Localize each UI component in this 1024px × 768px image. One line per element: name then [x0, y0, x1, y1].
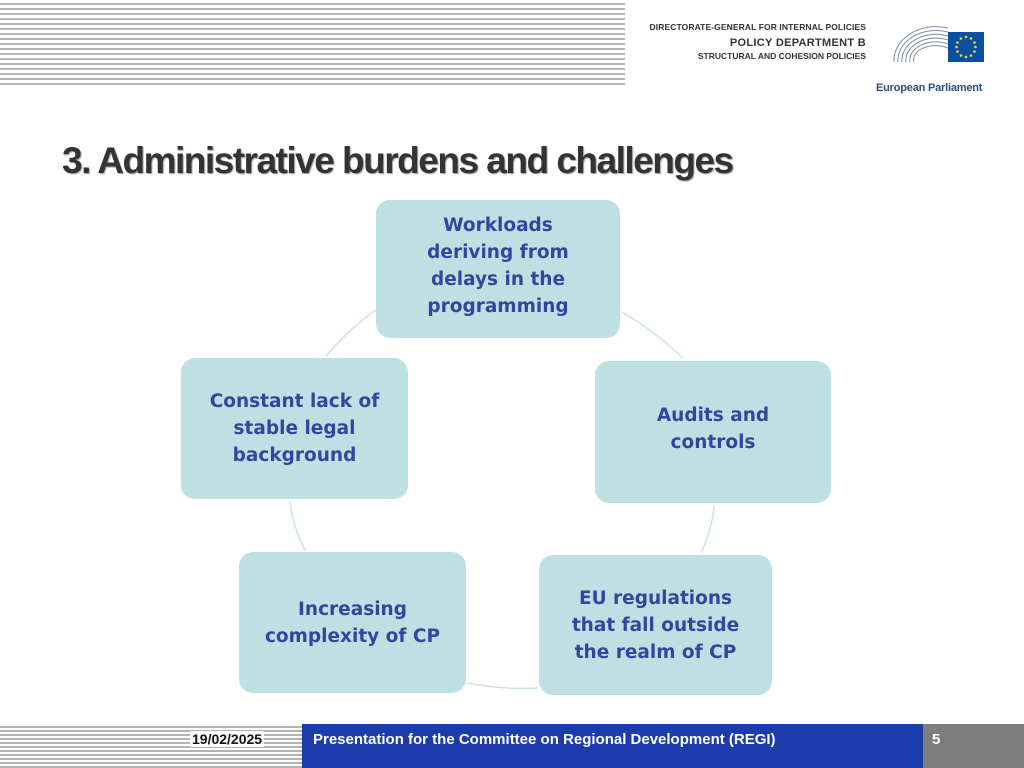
cycle-item-complexity: Increasing complexity of CP — [239, 552, 466, 693]
cycle-item-audits: Audits and controls — [595, 361, 831, 503]
footer-presentation-text: Presentation for the Committee on Regional Development (REGI) — [313, 731, 776, 748]
policy-department-label: POLICY DEPARTMENT B — [729, 37, 866, 49]
structural-cohesion-label: STRUCTURAL AND COHESION POLICIES — [697, 51, 866, 61]
cycle-item-legal-background: Constant lack of stable legal background — [181, 358, 408, 499]
cycle-item-workloads: Workloads deriving from delays in the programming — [376, 200, 620, 338]
parliament-hemicycle-icon — [886, 22, 986, 72]
footer-date: 19/02/2025 — [192, 731, 263, 747]
page-number: 5 — [932, 731, 941, 748]
european-parliament-logo — [654, 20, 994, 100]
slide-title: 3. Administrative burdens and challenges — [62, 140, 733, 181]
european-parliament-label: European Parliament — [876, 82, 983, 94]
header-stripes — [0, 0, 625, 86]
cycle-item-eu-regulations: EU regulations that fall outside the realm of CP — [539, 555, 772, 695]
directorate-general-label: DIRECTORATE-GENERAL FOR INTERNAL POLICIES — [649, 22, 866, 32]
